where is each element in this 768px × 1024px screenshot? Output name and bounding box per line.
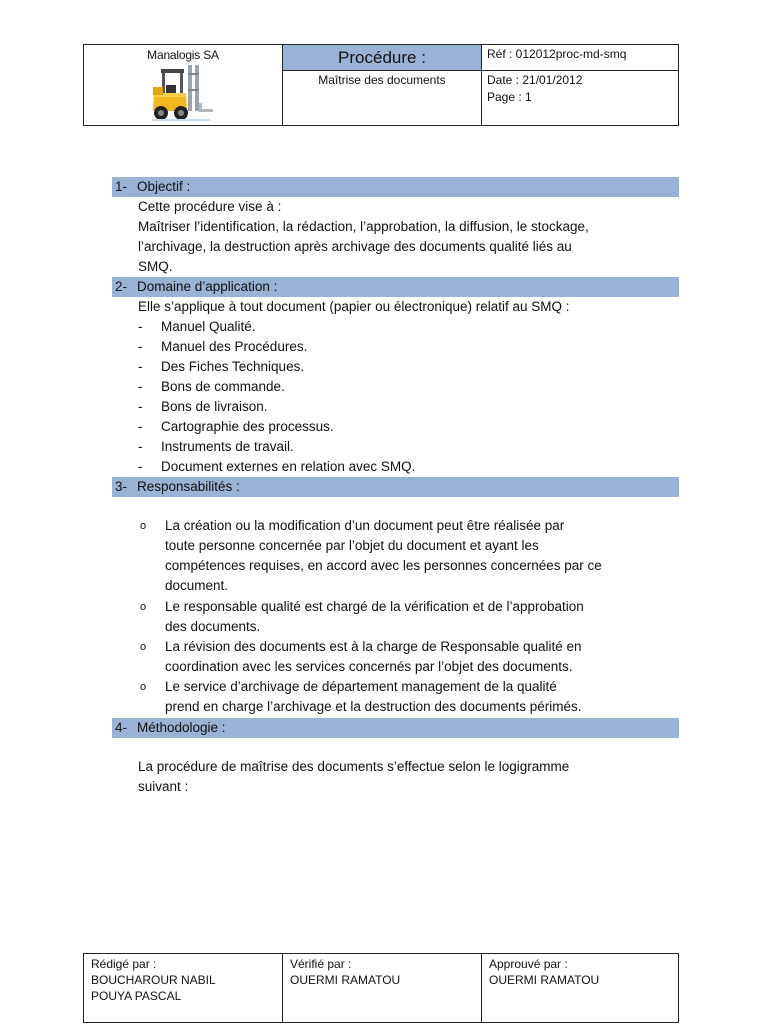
approuve-label: Approuvé par : — [489, 957, 568, 971]
bullet-circle-icon: o — [140, 681, 147, 693]
domaine-intro: Elle s’applique à tout document (papier ou électronique) relatif au SMQ : — [138, 299, 570, 314]
bullet-circle-icon: o — [140, 601, 147, 613]
objectif-line: Maîtriser l’identification, la rédaction, l’approbation, la diffusion, le stockage, — [138, 219, 589, 234]
section-title: Domaine d’application : — [137, 279, 278, 294]
document-date: Date : 21/01/2012 — [487, 73, 583, 87]
bullet-circle-icon: o — [140, 641, 147, 653]
company-cell — [84, 45, 283, 125]
company-name: Manalogis SA — [147, 48, 219, 62]
section-objectif-heading — [112, 177, 679, 197]
section-methodologie-heading — [112, 718, 679, 738]
objectif-line: l’archivage, la destruction après archivage des documents qualité liés au — [138, 239, 572, 254]
redige-cell — [84, 954, 283, 1022]
methodologie-line: suivant : — [138, 779, 189, 794]
header-table — [83, 44, 679, 126]
section-number: 2- — [115, 279, 128, 294]
redige-label: Rédigé par : — [91, 957, 157, 971]
objectif-line: SMQ. — [138, 259, 173, 274]
reference: Réf : 012012proc-md-smq — [482, 45, 678, 71]
section-responsabilites-heading — [112, 477, 679, 497]
approuve-name: OUERMI RAMATOU — [489, 973, 600, 987]
verifie-cell — [283, 954, 482, 1022]
verifie-name: OUERMI RAMATOU — [290, 973, 401, 987]
section-number: 3- — [115, 479, 128, 494]
reference-cell — [482, 45, 678, 125]
procedure-cell — [283, 45, 482, 125]
objectif-line: Cette procédure vise à : — [138, 199, 282, 214]
approuve-cell — [482, 954, 678, 1022]
methodologie-line: La procédure de maîtrise des documents s’effectue selon le logigramme — [138, 759, 570, 774]
section-title: Méthodologie : — [137, 720, 226, 735]
section-title: Responsabilités : — [137, 479, 240, 494]
section-number: 1- — [115, 179, 128, 194]
procedure-subject: Maîtrise des documents — [318, 73, 446, 87]
verifie-label: Vérifié par : — [290, 957, 352, 971]
redige-name: POUYA PASCAL — [91, 989, 182, 1003]
procedure-title: Procédure : — [283, 45, 481, 71]
forklift-icon — [150, 63, 214, 123]
redige-name: BOUCHAROUR NABIL — [91, 973, 216, 987]
section-title: Objectif : — [137, 179, 191, 194]
section-number: 4- — [115, 720, 128, 735]
page-number: Page : 1 — [487, 90, 532, 104]
approval-table — [83, 953, 679, 1023]
bullet-circle-icon: o — [140, 520, 147, 532]
section-domaine-heading — [112, 277, 679, 297]
